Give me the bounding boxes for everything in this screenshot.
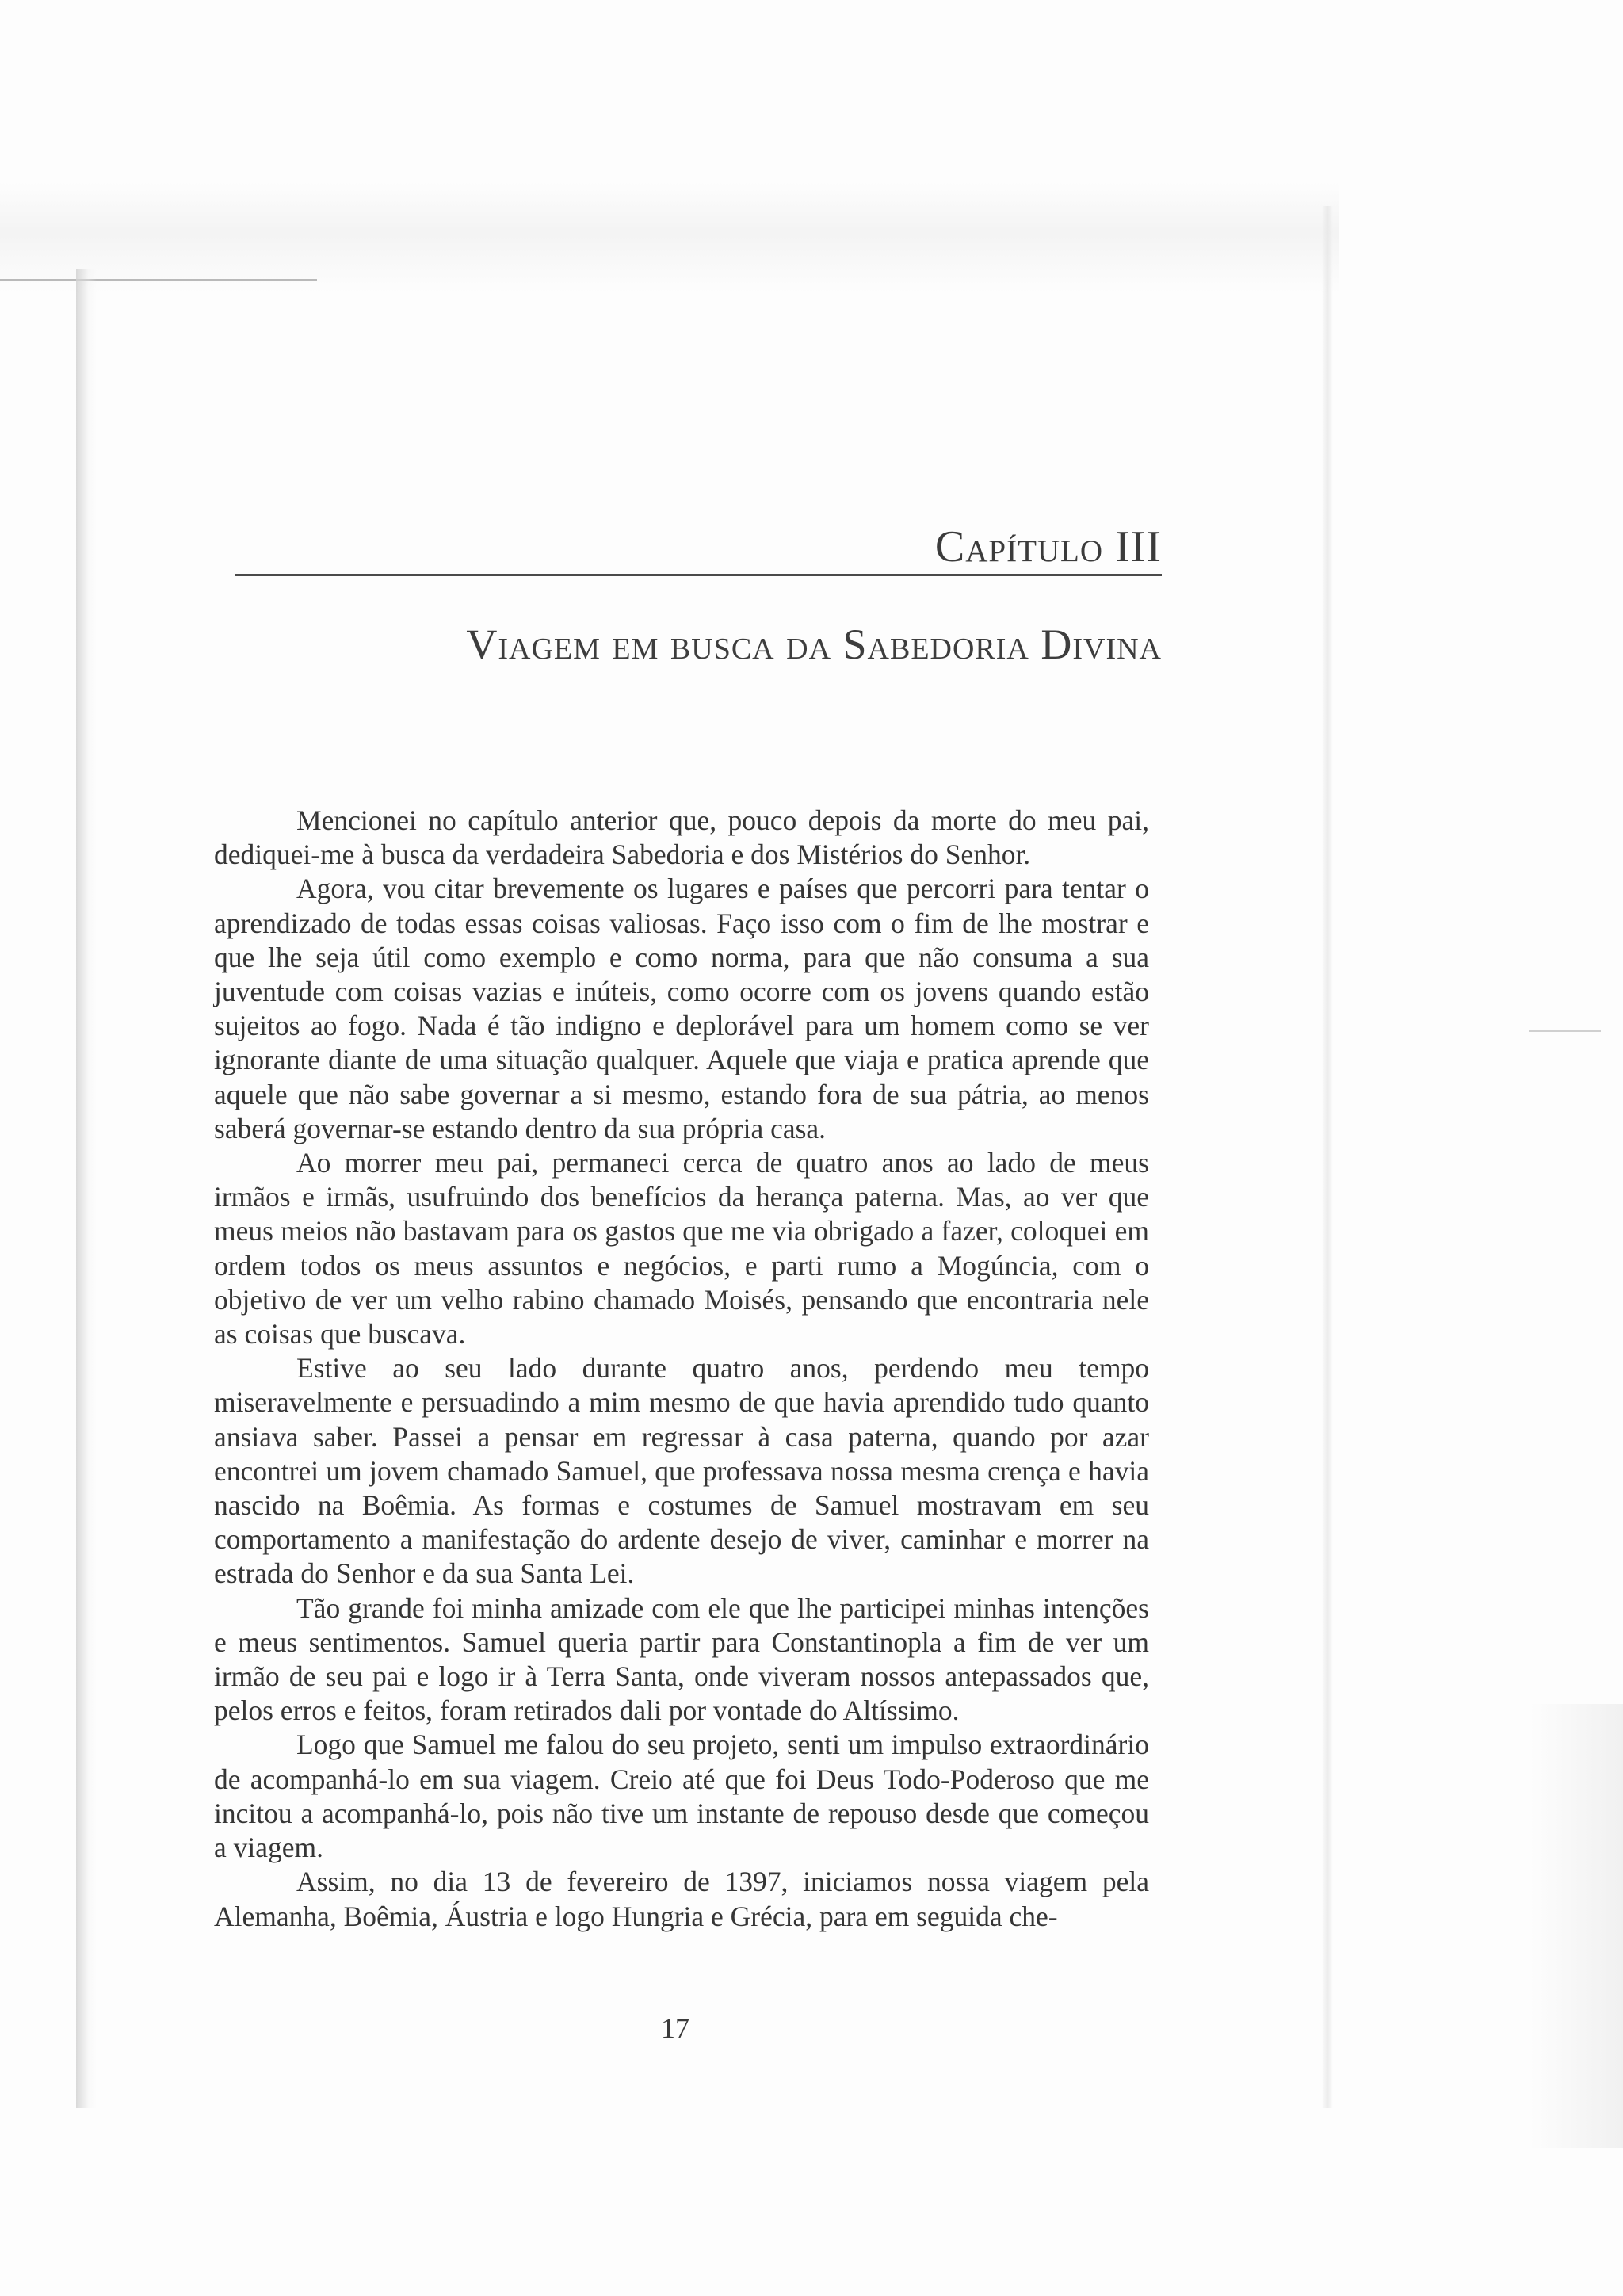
paragraph: Agora, vou citar brevemente os lugares e países que percorri para tentar o aprendizado de todas essas coisas valiosas. Faço isso com o fim de lhe mostrar e que lhe seja útil como exemplo e como norma, para que não consuma a sua juventude com coisas vazias e inúteis, como ocorre com os jovens quando estão sujeitos ao fogo. Nada é tão indigno e deplorável para um homem como se ver ignorante diante de uma situação qualquer. Aquele que viaja e pratica aprende que aquele que não sabe governar a si mesmo, estando fora de sua pátria, ao menos saberá governar-se estando dentro da sua própria casa. — [214, 873, 1149, 1144]
chapter-divider — [235, 574, 1162, 576]
paragraph: Logo que Samuel me falou do seu projeto, senti um impulso extraordinário de acompanhá-lo em sua viagem. Creio até que foi Deus Todo-Poderoso que me incitou a acompanhá-lo, pois não tive um instante de repouso desde que começou a viagem. — [214, 1729, 1149, 1864]
scan-shadow-band — [0, 182, 1339, 293]
paragraph: Tão grande foi minha amizade com ele que lhe participei minhas intenções e meus sentimentos. Samuel queria partir para Constantinopla a fim de ver um irmão de seu pai e logo ir à Terra Santa, onde viveram nossos antepassados que, pelos erros e feitos, foram retirados dali por vontade do Altíssimo. — [214, 1591, 1149, 1727]
scan-right-edge-shadow — [1322, 206, 1333, 2108]
chapter-heading-text: Capítulo III — [934, 522, 1162, 571]
scan-right-margin-shadow — [1529, 1704, 1623, 2148]
chapter-title — [235, 620, 1162, 669]
paragraph: Estive ao seu lado durante quatro anos, perdendo meu tempo miseravelmente e persuadindo a mim mesmo de que havia aprendido tudo quanto ansiava saber. Passei a pensar em regressar à casa paterna, quando por azar encontrei um jovem chamado Samuel, que professava nossa mesma crença e havia nascido na Boêmia. As formas e costumes de Samuel mostravam em seu comportamento a manifestação do ardente desejo de viver, caminhar e morrer na estrada do Senhor e da sua Santa Lei. — [214, 1352, 1149, 1590]
scan-left-binding-shadow — [76, 269, 97, 2108]
paragraph: Ao morrer meu pai, permaneci cerca de quatro anos ao lado de meus irmãos e irmãs, usufruindo dos benefícios da herança paterna. Mas, ao ver que meus meios não bastavam para os gastos que me via obrigado a fazer, coloquei em ordem todos os meus assuntos e negócios, e parti rumo a Mogúncia, com o objetivo de ver um velho rabino chamado Moisés, pensando que encontraria nele as coisas que buscava. — [214, 1147, 1149, 1350]
chapter-heading — [235, 521, 1162, 572]
paragraph: Mencionei no capítulo anterior que, pouco depois da morte do meu pai, dediquei-me à busca da verdadeira Sabedoria e dos Mistérios do Senhor. — [214, 804, 1149, 871]
paragraph: Assim, no dia 13 de fevereiro de 1397, iniciamos nossa viagem pela Alemanha, Boêmia, Áustria e logo Hungria e Grécia, para em seguida che- — [214, 1866, 1149, 1932]
scan-edge-line — [0, 279, 317, 281]
scan-mark — [1529, 1030, 1601, 1032]
page-number: 17 — [661, 2012, 689, 2044]
body-text — [214, 804, 1149, 1934]
chapter-title-text: Viagem em busca da Sabedoria Divina — [466, 621, 1162, 668]
